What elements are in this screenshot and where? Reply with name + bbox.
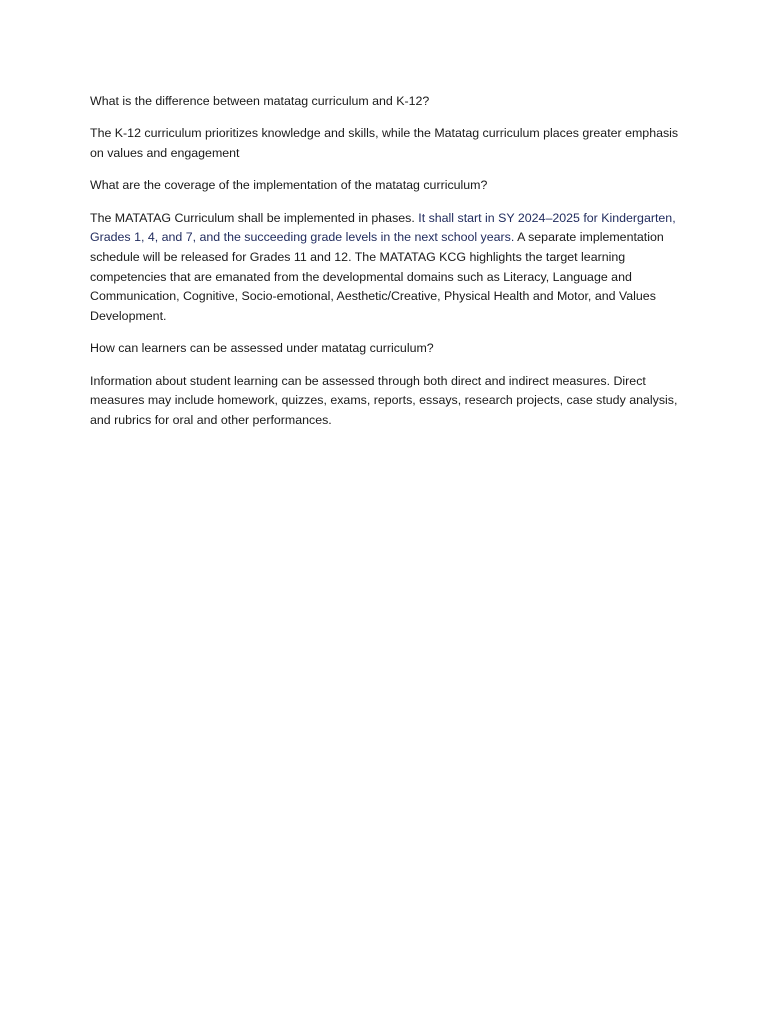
answer-1: The K-12 curriculum prioritizes knowledge and skills, while the Matatag curriculum places greater emphasis on values and engagement (90, 126, 679, 160)
answer-2 (90, 209, 680, 327)
question-2: What are the coverage of the implementation of the matatag curriculum? (90, 178, 488, 193)
answer-2-highlighted-text: It shall start in SY 2024–2025 for Kindergarten, Grades 1, 4, and 7, and the succeeding grade levels in the next school years. (90, 210, 676, 245)
answer-3: Information about student learning can be assessed through both direct and indirect measures. Direct measures may include homework, quizzes, exams, reports, essays, research projects, case study analysis, and rubrics for oral and other performances. (90, 373, 678, 427)
question-1: What is the difference between matatag curriculum and K-12? (90, 94, 430, 108)
question-3: How can learners can be assessed under matatag curriculum? (90, 341, 434, 356)
answer-2-part-3: A separate implementation schedule will be released for Grades 11 and 12. The MATATAG KCG highlights the target learning competencies that are emanated from the developmental domains such as Literacy, Language and Communication, Cognitive, Socio-emotional, Aesthetic/Creative, Physical Health and Motor, and Values Development. (90, 230, 664, 323)
answer-2-part-1: The MATATAG Curriculum shall be implemented in phases. (90, 210, 419, 225)
